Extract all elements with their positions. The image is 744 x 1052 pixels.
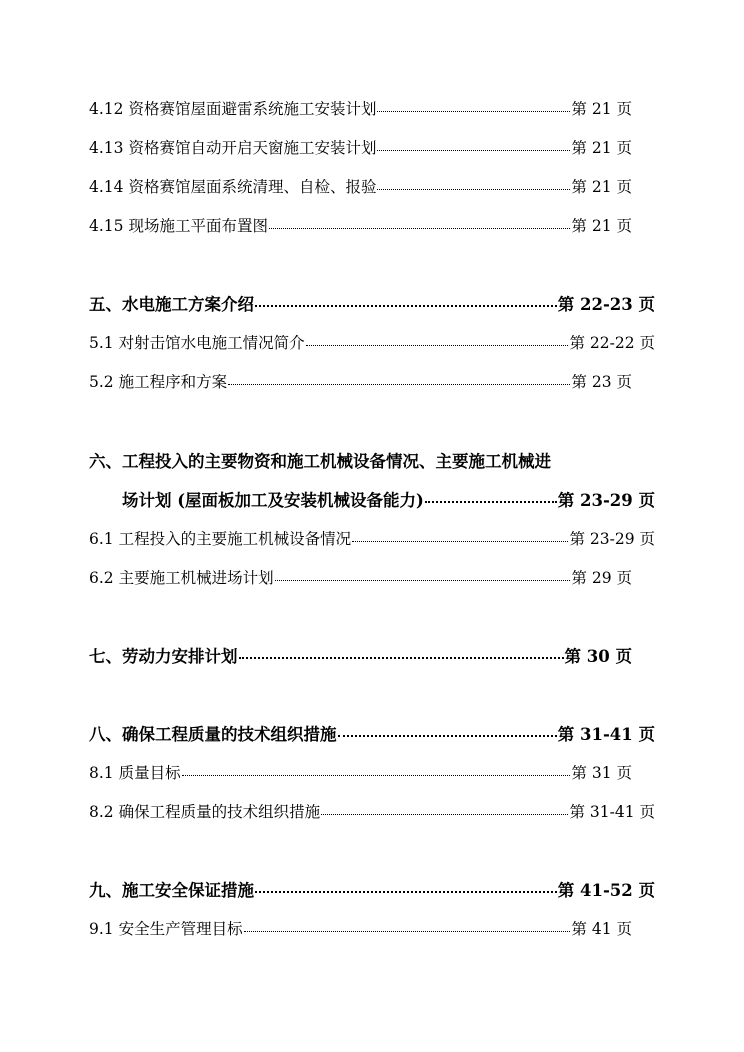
- toc-entry-title: 5.2 施工程序和方案: [89, 373, 228, 391]
- toc-entry[interactable]: [89, 564, 632, 590]
- toc-entry[interactable]: [89, 368, 632, 394]
- toc-chapter-title: 五、水电施工方案介绍: [89, 295, 254, 314]
- toc-entry[interactable]: [89, 759, 632, 785]
- toc-entry[interactable]: [89, 798, 655, 824]
- toc-chapter-page: 第 22-23 页: [557, 295, 655, 314]
- toc-entry-page: 第 31-41 页: [569, 803, 655, 821]
- toc-entry-title: 4.15 现场施工平面布置图: [89, 217, 268, 235]
- toc-entry-page: 第 21 页: [571, 217, 632, 235]
- toc-chapter-entry[interactable]: [122, 486, 655, 512]
- toc-entry-page: 第 23-29 页: [569, 530, 655, 548]
- toc-leader-dots: [228, 384, 570, 385]
- toc-leader-dots: [275, 580, 571, 581]
- toc-entry[interactable]: [89, 915, 632, 941]
- toc-leader-dots: [377, 111, 570, 112]
- toc-chapter-entry[interactable]: [89, 290, 655, 316]
- toc-entry-title: 6.2 主要施工机械进场计划: [89, 569, 274, 587]
- toc-leader-dots: [425, 501, 557, 503]
- toc-entry[interactable]: [89, 329, 655, 355]
- toc-chapter-title-line1[interactable]: 六、工程投入的主要物资和施工机械设备情况、主要施工机械进: [89, 452, 551, 471]
- toc-entry-page: 第 31 页: [571, 764, 632, 782]
- toc-entry-page: 第 29 页: [571, 569, 632, 587]
- toc-chapter-title: 八、确保工程质量的技术组织措施: [89, 725, 337, 744]
- toc-leader-dots: [239, 657, 564, 659]
- toc-leader-dots: [377, 189, 570, 190]
- toc-entry-page: 第 21 页: [571, 139, 632, 157]
- toc-chapter-page: 第 41-52 页: [557, 881, 655, 900]
- toc-chapter-page: 第 23-29 页: [557, 491, 655, 510]
- toc-entry-page: 第 23 页: [571, 373, 632, 391]
- toc-entry[interactable]: [89, 525, 655, 551]
- toc-leader-dots: [255, 305, 557, 307]
- toc-entry-page: 第 22-22 页: [569, 334, 655, 352]
- toc-leader-dots: [338, 735, 557, 737]
- toc-entry-title: 6.1 工程投入的主要施工机械设备情况: [89, 530, 352, 548]
- toc-chapter-title: 九、施工安全保证措施: [89, 881, 254, 900]
- toc-leader-dots: [321, 814, 568, 815]
- toc-entry-title: 8.1 质量目标: [89, 764, 181, 782]
- toc-leader-dots: [377, 150, 570, 151]
- toc-chapter-title-line2: 场计划 (屋面板加工及安装机械设备能力): [122, 491, 424, 510]
- toc-entry-page: 第 21 页: [571, 178, 632, 196]
- toc-chapter-entry[interactable]: [89, 876, 655, 902]
- toc-entry[interactable]: [89, 134, 632, 160]
- toc-entry[interactable]: [89, 95, 632, 121]
- toc-leader-dots: [306, 345, 569, 346]
- toc-chapter-entry[interactable]: [89, 642, 632, 668]
- toc-chapter-entry[interactable]: [89, 720, 655, 746]
- toc-entry[interactable]: [89, 173, 632, 199]
- toc-entry[interactable]: [89, 212, 632, 238]
- toc-chapter-page: 第 31-41 页: [557, 725, 655, 744]
- toc-chapter-title: 七、劳动力安排计划: [89, 647, 238, 666]
- toc-entry-title: 9.1 安全生产管理目标: [89, 920, 243, 938]
- toc-entry-title: 4.13 资格赛馆自动开启天窗施工安装计划: [89, 139, 377, 157]
- toc-leader-dots: [182, 775, 571, 776]
- toc-entry-title: 4.12 资格赛馆屋面避雷系统施工安装计划: [89, 100, 377, 118]
- toc-leader-dots: [269, 228, 570, 229]
- toc-chapter-page: 第 30 页: [564, 647, 632, 666]
- toc-entry-title: 4.14 资格赛馆屋面系统清理、自检、报验: [89, 178, 377, 196]
- toc-leader-dots: [255, 891, 557, 893]
- toc-entry-page: 第 21 页: [571, 100, 632, 118]
- toc-leader-dots: [352, 541, 568, 542]
- toc-entry-title: 5.1 对射击馆水电施工情况简介: [89, 334, 305, 352]
- toc-entry-title: 8.2 确保工程质量的技术组织措施: [89, 803, 321, 821]
- toc-leader-dots: [244, 931, 571, 932]
- toc-entry-page: 第 41 页: [571, 920, 632, 938]
